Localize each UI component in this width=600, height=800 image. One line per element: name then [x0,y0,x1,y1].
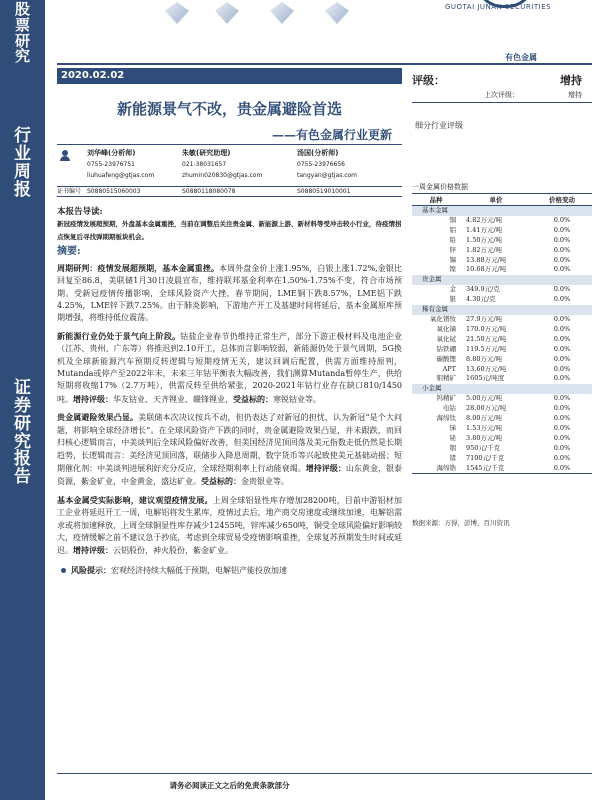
analyst-cert: S0880118080078 [182,188,236,195]
paragraph-lead: 贵金属避险效果凸显。 [57,412,139,423]
body-paragraph [57,494,402,558]
table-cell: 氧化镝 [436,324,456,333]
analyst-name: 朱敏(研究助理) [182,149,231,157]
table-cell: 0.0% [553,374,571,383]
table-cell: 170.0万元/吨 [466,324,507,333]
analyst-name: 汤国(分析师) [297,149,339,157]
band-char: 行 [14,126,31,146]
table-row [412,246,592,256]
table-cell: 0.0% [532,464,592,474]
paragraph-lead: 周期研判：疫情发展超预期，基本金属重挫。 [57,262,219,273]
paragraph-text: 上周全球铝显性库存增加28200吨，目前中游铝材加工企业将延迟开工一周，电解铝将发生累库，疫情过去后，地产商交房速度或继续加速，电解铝需求或将加速释放，上周全球铜显性库存减少12455吨，锌库减少650吨，铜受全球风险偏好影响较大，疫情缓解之前不建议急于抄底，考虑到全球贸易受疫情影响重挫，全球复苏预期发生时间或延迟。 [57,495,403,556]
band-char: 券 [14,395,31,416]
table-cell: 1.50万元/吨 [466,235,503,244]
table-row [412,325,592,335]
table-cell: 1.41万元/吨 [466,225,503,234]
table-row [412,444,592,454]
band-char: 证 [14,378,31,398]
table-row [412,365,592,375]
table-cell: 349.9元/克 [466,285,500,294]
table-group-label: 小金属 [412,384,592,394]
paragraph-text: 本周外盘金价上涨1.95%，白银上涨1.72%,金银比回复至86.8，美联储1月30日凌晨宣布，维持联邦基金利率在1.50%-1.75%不变，符合市场预期。受新冠疫情传播影响，全球风险资产大挫，春节期间，LME铜下跌8.57%，LME铝下跌4.25%，LME锌下跌7.25%。由于肺炎影响，下游地产开工及基建时间将延后，基本金属原库预期增强，将维持低位震荡。 [57,263,403,323]
table-cell: 0.0% [553,364,571,373]
paragraph-tail-bold: 增持评级： [73,545,113,556]
analyst-name: 刘华峰(分析师) [87,149,136,157]
table-cell: 锌 [449,245,456,254]
analyst-cert: S0880515060003 [87,188,141,195]
table-row [412,236,592,246]
cert-label: 证书编号 [57,188,82,195]
paragraph-tail2-bold: 受益标的： [201,476,241,487]
table-cell: 4.82万元/吨 [466,215,503,224]
diamond-decoration-icon [270,2,294,24]
table-row [412,335,592,345]
table-cell: 0.0% [553,404,571,413]
table-row [412,285,592,295]
table-group-row [412,384,592,394]
table-row [412,374,592,384]
analyst-cert: S0880519010001 [297,188,351,195]
table-cell: 0.0% [553,245,571,254]
table-row [412,424,592,434]
analyst-2 [182,148,292,181]
report-subtitle: ——有色金属行业更新 [271,128,392,142]
table-cell: 0.0% [553,334,571,343]
table-group-row [412,206,592,216]
table-cell: 0.0% [553,314,571,323]
title-divider [57,144,402,145]
prev-rating-label: 上次评级： [484,91,519,99]
report-body [57,206,402,577]
band-char: 究 [14,431,31,452]
paragraph-tail2: 金贵银业等。 [241,477,289,487]
table-cell: 8.80万元/吨 [466,354,503,363]
table-cell: 1545元/千克 [460,464,532,474]
table-row [412,295,592,305]
analyst-1 [87,148,197,181]
table-cell: 0.0% [553,285,571,294]
price-table [412,193,592,474]
table-cell: 海绵钛 [436,414,456,423]
table-cell: 119.5万元/吨 [466,344,507,353]
table-cell: 28.00万元/吨 [466,404,507,413]
table-cell: 8.00万元/吨 [466,414,503,423]
rating-block [412,72,592,99]
table-cell: 27.9万元/吨 [466,314,503,323]
body-paragraph [57,411,402,488]
paragraph-text: 钴盐企业春节仍维持正常生产，部分下游正极材料及电池企业（江苏、贵州、广东等）将推迟到2.10开工，总体而言影响较弱，新能源仍处于景气周期，5G换机及全球新能源汽车预期反转逻辑与短期疫情无关，建议回调后配置，供需方面维持原判，Mutanda或停产至2022年末，未来三年钴平衡表大幅改善，我们测算Mutanda暂停生产，供给短期将收缩17%（2.7万吨），供需反转至供给紧张，2020-2021年钴行业存在缺口810/1450吨。 [57,331,403,404]
table-group-label: 基本金属 [412,206,592,216]
table-cell: 电钴 [443,404,456,413]
table-cell: 氧化铽 [436,334,456,343]
paragraph-tail2: 寒锐钴业等。 [273,394,321,404]
paragraph-tail2-bold: 受益标的： [233,393,273,404]
risk-label: 风险提示： [71,564,111,575]
table-cell: 0.0% [553,453,571,462]
table-cell: 锑 [449,423,456,432]
price-table-title: 一周金属价格数据 [412,183,468,191]
analyst-phone: 021-38031657 [182,161,227,168]
table-cell: 铜 [449,215,456,224]
table-cell: 0.0% [553,255,571,264]
band-char: 业 [14,143,31,164]
table-row [412,454,592,464]
table-cell: 0.0% [553,354,571,363]
table-cell: 3.80万元/吨 [466,433,503,442]
table-cell: 4.30元/克 [466,295,496,304]
table-cell: 0.0% [553,225,571,234]
table-row [412,355,592,365]
sector-label: 有色金属 [505,52,537,62]
table-cell: 钨精矿 [436,394,456,403]
guide-heading: 本报告导读: [57,207,103,217]
paragraph-tail: 云铝股份，神火股份，紫金矿业。 [113,546,233,556]
table-row [412,315,592,325]
table-cell: 0.0% [553,215,571,224]
analyst-email[interactable]: zhumin020830@gtjas.com [182,172,263,179]
table-cell: 铝 [449,225,456,234]
table-cell: 0.0% [553,324,571,333]
table-cell: 0.0% [553,295,571,304]
footer-disclaimer: 请务必阅读正文之后的免责条款部分 [169,781,290,790]
table-row [412,434,592,444]
guide-text: 新冠疫情发展超预期，外盘基本金属重挫，当前在调整后关注贵金属、新能源上游、新材料等受冲击较小行业，待疫情拐点恢复后寻找弹期期板块机会。 [57,220,402,242]
table-cell: 950元/千克 [466,443,501,452]
rating-label: 评级： [412,74,445,87]
table-row [412,265,592,275]
analyst-phone: 0755-23976751 [87,161,135,168]
table-cell: 1.53万元/吨 [466,423,503,432]
band-char: 票 [14,15,30,34]
left-band-bottom-label [0,380,45,487]
left-band-top-label [0,2,45,65]
table-cell: 锡 [449,255,456,264]
table-cell: 海绵锆 [412,464,460,474]
table-cell: 1605元/吨度 [466,374,505,383]
report-type: 细分行业评级 [415,121,463,130]
table-cell: 碳酸锂 [436,354,456,363]
band-char: 股 [14,0,30,18]
band-char: 报 [14,179,31,200]
table-cell: 7100元/千克 [466,453,505,462]
table-cell: 银 [449,295,456,304]
band-char: 究 [14,47,30,66]
report-date: 2020.02.02 [57,68,402,84]
table-cell: 0.0% [553,414,571,423]
table-cell: 0.0% [553,265,571,274]
band-char: 研 [14,413,31,434]
header-divider [57,63,592,65]
analyst-phone: 0755-23976656 [297,161,345,168]
table-row [412,226,592,236]
abstract-label: 摘要: [57,246,81,258]
table-header: 价格变动 [532,194,592,206]
table-row [412,414,592,424]
table-row [412,256,592,266]
table-row [412,394,592,404]
table-cell: 21.50万元/吨 [466,334,507,343]
table-cell: 锗 [449,453,456,462]
table-header: 单价 [460,194,532,206]
footer-divider [57,773,592,774]
table-cell: 0.0% [553,423,571,432]
table-cell: 铟 [449,443,456,452]
paragraph-tail-bold: 增持评级： [305,462,346,473]
table-cell: 铋 [449,433,456,442]
rating-divider [412,102,592,103]
paragraph-lead: 基本金属受实际影响，建议观望疫情发展。 [57,494,213,505]
table-group-label: 稀有金属 [412,305,592,315]
paragraph-tail: 华友钴业、天齐锂业、赣锋锂业， [113,394,233,404]
analyst-email[interactable]: liuhuafeng@gtjas.com [87,172,155,179]
left-band-mid-label [0,128,45,199]
band-char: 周 [14,161,31,182]
rating-value: 增持 [560,74,582,87]
table-cell: 10.68万元/吨 [466,265,507,274]
diamond-decoration-icon [215,2,239,24]
brand-name: GUOTAI JUNAN SECURITIES [445,3,552,11]
table-cell: 13.60万元/吨 [466,364,507,373]
table-cell: 0.0% [553,394,571,403]
band-char: 研 [14,31,30,50]
diamond-decoration-icon [165,2,189,24]
prev-rating-value: 增持 [568,91,582,99]
body-paragraph [57,330,402,406]
paragraph-tail-bold: 增持评级： [73,393,113,404]
table-cell: 0.0% [553,235,571,244]
table-cell: 钼精矿 [436,374,456,383]
band-char: 报 [14,449,31,470]
page-header [45,0,600,48]
table-group-row [412,305,592,315]
analyst-avatar-icon [59,150,71,162]
paragraph-text: 美联储本次决议按兵不动，但仍表达了对新冠的担忧，认为新冠“是个大问题，将影响全球经济增长”。在全球风险资产下跌的同时，贵金属避险效果凸显，并未跟跌，而回归核心逻辑而言，中美谈判后全球风险偏好改善，但美国经济见顶回落及美元指数走低仍然是长期趋势，长逻辑而言：美经济见顶回落，联储步入降息周期、数字货币等兴起致使美元基础动摇；短期催化剂：中美谈判进展利好充分反应，全球经期利率上行动能衰竭。 [57,413,402,473]
table-cell: 0.0% [553,443,571,452]
table-cell: 13.88万元/吨 [466,255,507,264]
paragraph-lead: 新能源行业仍处于景气向上阶段。 [57,330,181,341]
diamond-decoration-icon [325,2,349,24]
table-group-label: 贵金属 [412,275,592,285]
table-cell: 5.00万元/吨 [466,394,503,403]
cert-row [57,186,402,197]
table-header: 品种 [412,194,460,206]
paragraph-tail: 山东黄金，银泰资源，紫金矿业，中金黄金，盛达矿业。 [57,463,403,487]
report-title: 新能源景气不改，贵金属避险首选 [116,100,342,118]
table-cell: 镍 [449,265,456,274]
table-cell: 0.0% [553,344,571,353]
band-char: 告 [14,467,31,488]
body-paragraph [57,262,402,325]
analyst-3 [297,148,407,181]
table-cell: 钴铁硼 [436,344,456,353]
table-cell: APT [442,364,456,373]
table-cell: 金 [449,285,456,294]
table-row [412,216,592,226]
table-row [412,345,592,355]
data-source: 数据来源：万得，彭博，百川资讯 [412,519,510,527]
table-row [412,404,592,414]
table-cell: 氧化镨钕 [430,314,456,323]
table-cell: 铅 [449,235,456,244]
analyst-email[interactable]: tangyan@gtjas.com [297,172,358,179]
table-row [412,464,592,474]
table-cell: 1.82万元/吨 [466,245,503,254]
risk-warning [57,564,402,577]
table-cell: 0.0% [553,433,571,442]
risk-text: 宏观经济持续大幅低于预期，电解铝产能投放加速 [111,565,287,575]
table-group-row [412,275,592,285]
